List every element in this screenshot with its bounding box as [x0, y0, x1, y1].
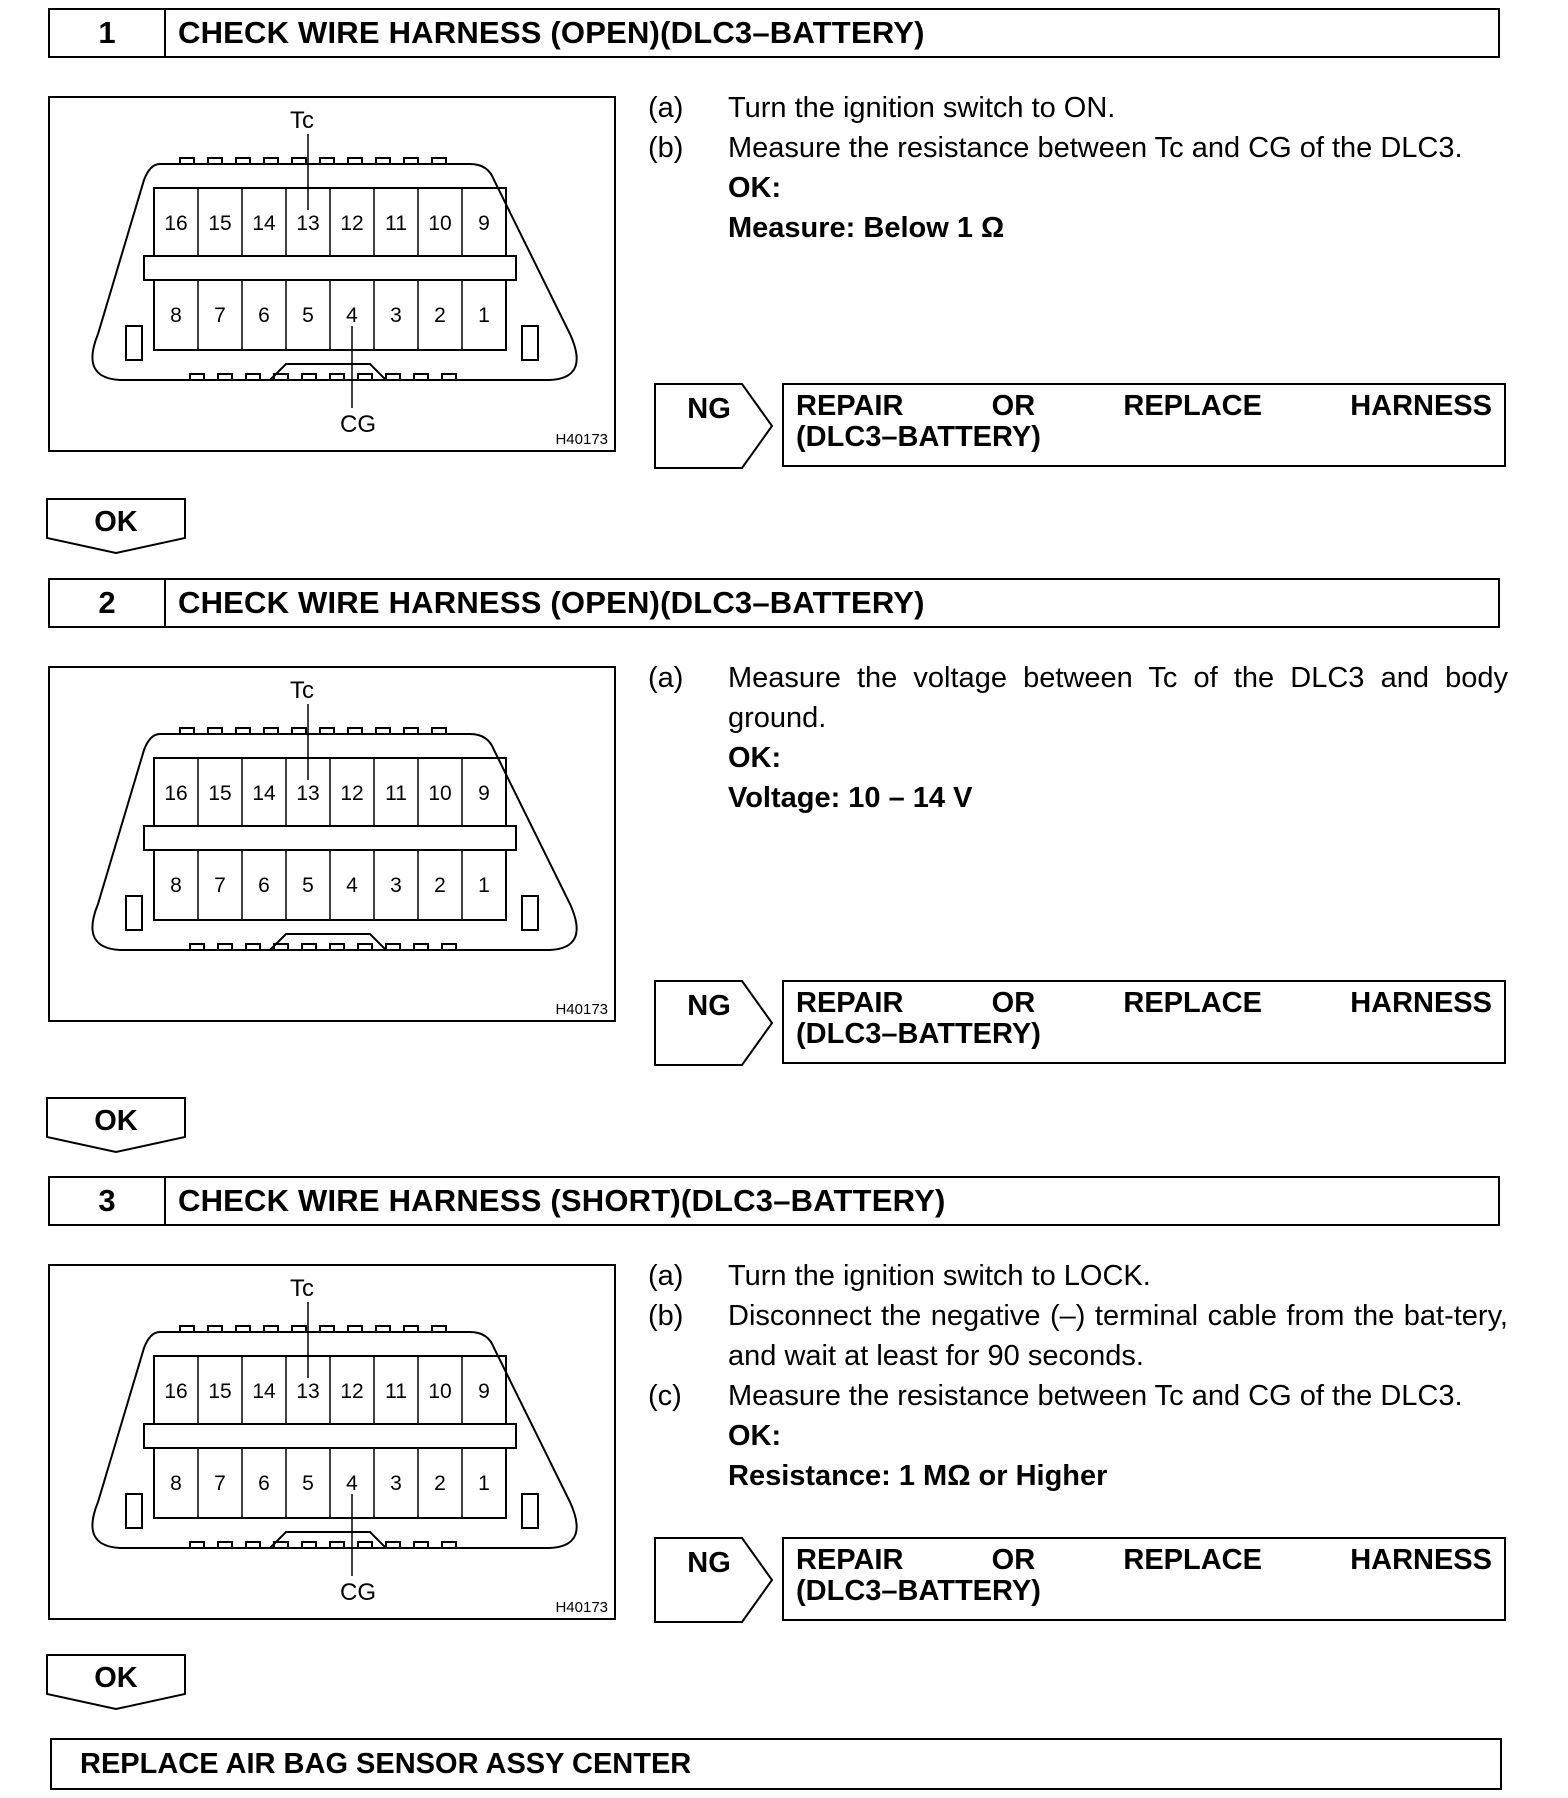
- ok-condition-label: OK:: [728, 1420, 782, 1452]
- ng-result: [654, 980, 1506, 1066]
- center-bar: [144, 826, 516, 850]
- pin-label: 1: [478, 874, 490, 897]
- cg-terminal-label: CG: [340, 1579, 376, 1606]
- ng-action-box: [782, 1537, 1506, 1621]
- instruction-text: Disconnect the negative (–) terminal cable from the bat-tery, and wait at least for 90 seconds.: [728, 1300, 1508, 1372]
- spec-value: Measure: Below 1 Ω: [728, 212, 1005, 244]
- pin-label: 14: [252, 212, 276, 235]
- pin-label: 2: [434, 1472, 446, 1495]
- ng-result: [654, 1537, 1506, 1623]
- connector-bottom-ribs: [190, 1542, 470, 1548]
- spec-value: Voltage: 10 – 14 V: [728, 782, 973, 814]
- pin-label: 12: [340, 212, 364, 235]
- latch-left: [126, 1494, 142, 1528]
- cg-terminal-label: CG: [340, 411, 376, 438]
- instruction-label: (a): [648, 1260, 684, 1292]
- instruction-text: Turn the ignition switch to LOCK.: [728, 1260, 1151, 1292]
- tc-terminal-label: Tc: [290, 107, 314, 134]
- instruction-text: Turn the ignition switch to ON.: [728, 92, 1116, 124]
- instruction-label: (a): [648, 92, 684, 124]
- step-2-instructions: [648, 658, 1508, 818]
- pin-label: 9: [478, 1380, 490, 1403]
- pin-label: 15: [208, 782, 232, 805]
- ok-label: OK: [94, 1105, 138, 1137]
- pin-label: 16: [164, 212, 188, 235]
- latch-left: [126, 326, 142, 360]
- ng-label: NG: [687, 393, 731, 425]
- dlc3-connector-diagram: [48, 666, 616, 1022]
- step-1-instructions: [648, 88, 1508, 248]
- pin-label: 13: [296, 1380, 320, 1403]
- pin-label: 11: [385, 212, 407, 235]
- pin-label: 8: [170, 1472, 182, 1495]
- figure-code: H40173: [555, 1599, 608, 1616]
- step-number: 2: [50, 580, 166, 626]
- tc-terminal-label: Tc: [290, 1275, 314, 1302]
- pin-label: 6: [258, 874, 270, 897]
- step-1-header: [48, 8, 1500, 58]
- instruction-item: [648, 658, 1508, 738]
- ng-action-line1: REPAIR OR REPLACE HARNESS: [796, 1544, 1492, 1576]
- center-bar: [144, 256, 516, 280]
- ng-action-line1: REPAIR OR REPLACE HARNESS: [796, 987, 1492, 1019]
- pin-label: 13: [296, 782, 320, 805]
- ok-condition-label: OK:: [728, 742, 782, 774]
- pin-label: 16: [164, 1380, 188, 1403]
- dlc3-connector-diagram: [48, 96, 616, 452]
- pin-label: 10: [428, 1380, 452, 1403]
- instruction-item: [648, 1296, 1508, 1376]
- pin-label: 10: [428, 782, 452, 805]
- dlc3-connector-diagram: [48, 1264, 616, 1620]
- instruction-label: (c): [648, 1380, 682, 1412]
- connector-top-ribs: [180, 158, 460, 164]
- ok-label: OK: [94, 1662, 138, 1694]
- pin-label: 9: [478, 782, 490, 805]
- ok-result: [46, 1654, 186, 1708]
- pin-label: 10: [428, 212, 452, 235]
- latch-right: [522, 326, 538, 360]
- pin-label: 16: [164, 782, 188, 805]
- pin-label: 3: [390, 874, 402, 897]
- connector-top-ribs: [180, 728, 460, 734]
- pin-label: 5: [302, 1472, 314, 1495]
- pin-label: 11: [385, 1380, 407, 1403]
- step-number: 3: [50, 1178, 166, 1224]
- tc-terminal-label: Tc: [290, 677, 314, 704]
- instruction-item: [648, 1376, 1508, 1416]
- ng-label: NG: [687, 1547, 731, 1579]
- pin-label: 3: [390, 1472, 402, 1495]
- ok-label: OK: [94, 506, 138, 538]
- instruction-text: Measure the resistance between Tc and CG of the DLC3.: [728, 132, 1463, 164]
- pin-label: 3: [390, 304, 402, 327]
- ng-action-line2: (DLC3–BATTERY): [796, 421, 1041, 453]
- step-3-header: [48, 1176, 1500, 1226]
- center-bar: [144, 1424, 516, 1448]
- ok-result: [46, 1097, 186, 1151]
- step-3-instructions: [648, 1256, 1508, 1496]
- ng-action-box: [782, 383, 1506, 467]
- pin-label: 11: [385, 782, 407, 805]
- latch-left: [126, 896, 142, 930]
- pin-label: 12: [340, 782, 364, 805]
- spec-value: Resistance: 1 MΩ or Higher: [728, 1460, 1108, 1492]
- pin-label: 4: [346, 1472, 358, 1495]
- instruction-item: [648, 128, 1508, 168]
- final-step: REPLACE AIR BAG SENSOR ASSY CENTER: [50, 1738, 1502, 1790]
- figure-code: H40173: [555, 431, 608, 448]
- instruction-item: [648, 1256, 1508, 1296]
- step-title: CHECK WIRE HARNESS (SHORT)(DLC3–BATTERY): [178, 1183, 946, 1218]
- pin-label: 2: [434, 874, 446, 897]
- connector-bottom-ribs: [190, 944, 470, 950]
- pin-label: 4: [346, 874, 358, 897]
- figure-code: H40173: [555, 1001, 608, 1018]
- step-title: CHECK WIRE HARNESS (OPEN)(DLC3–BATTERY): [178, 585, 925, 620]
- pin-label: 15: [208, 1380, 232, 1403]
- ng-action-line2: (DLC3–BATTERY): [796, 1018, 1041, 1050]
- pin-label: 8: [170, 304, 182, 327]
- pin-label: 2: [434, 304, 446, 327]
- pin-label: 7: [214, 874, 226, 897]
- ok-condition-label: OK:: [728, 172, 782, 204]
- step-title: CHECK WIRE HARNESS (OPEN)(DLC3–BATTERY): [178, 15, 925, 50]
- pin-label: 15: [208, 212, 232, 235]
- ng-result: [654, 383, 1506, 469]
- ng-label: NG: [687, 990, 731, 1022]
- ng-action-line1: REPAIR OR REPLACE HARNESS: [796, 390, 1492, 422]
- connector-top-ribs: [180, 1326, 460, 1332]
- instruction-text: Measure the resistance between Tc and CG of the DLC3.: [728, 1380, 1463, 1412]
- pin-label: 1: [478, 1472, 490, 1495]
- ng-action-line2: (DLC3–BATTERY): [796, 1575, 1041, 1607]
- instruction-label: (b): [648, 132, 684, 164]
- pin-label: 1: [478, 304, 490, 327]
- pin-label: 14: [252, 1380, 276, 1403]
- pin-label: 6: [258, 1472, 270, 1495]
- pin-label: 13: [296, 212, 320, 235]
- instruction-label: (b): [648, 1300, 684, 1332]
- pin-label: 6: [258, 304, 270, 327]
- pin-label: 5: [302, 304, 314, 327]
- ok-result: [46, 498, 186, 552]
- pin-label: 5: [302, 874, 314, 897]
- pin-label: 9: [478, 212, 490, 235]
- ng-action-box: [782, 980, 1506, 1064]
- instruction-text: Measure the voltage between Tc of the DLC3 and body ground.: [728, 662, 1508, 734]
- pin-label: 8: [170, 874, 182, 897]
- connector-bottom-ribs: [190, 374, 470, 380]
- instruction-item: [648, 88, 1508, 128]
- pin-label: 12: [340, 1380, 364, 1403]
- pin-label: 7: [214, 1472, 226, 1495]
- pin-label: 14: [252, 782, 276, 805]
- pin-label: 4: [346, 304, 358, 327]
- latch-right: [522, 896, 538, 930]
- pin-label: 7: [214, 304, 226, 327]
- step-2-header: [48, 578, 1500, 628]
- step-number: 1: [50, 10, 166, 56]
- latch-right: [522, 1494, 538, 1528]
- instruction-label: (a): [648, 662, 684, 694]
